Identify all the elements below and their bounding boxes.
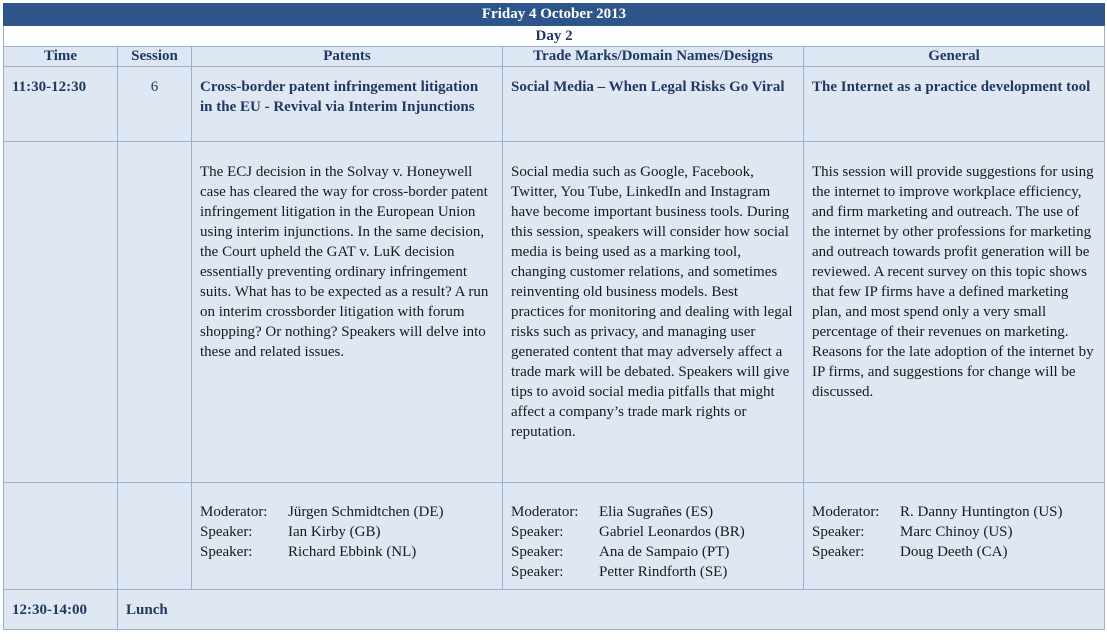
speaker-line: [812, 542, 1096, 562]
speaker-role: Speaker:: [812, 544, 865, 560]
patents-session-title: Cross-border patent infringement litigation in the EU - Revival via Interim Injunctions: [192, 67, 503, 142]
session-title-row: [4, 67, 1105, 142]
col-header-general: General: [804, 47, 1105, 67]
speaker-role: Speaker:: [511, 524, 564, 540]
day-label: Day 2: [4, 26, 1105, 47]
empty-session-cell: [118, 142, 192, 483]
lunch-row: [4, 590, 1105, 630]
speaker-name: Jürgen Schmidtchen (DE): [288, 504, 444, 520]
speaker-name: Petter Rindforth (SE): [599, 564, 728, 580]
col-header-time: Time: [4, 47, 118, 67]
general-speakers: [804, 483, 1105, 590]
programme-table: [3, 3, 1105, 630]
speaker-name: Ana de Sampaio (PT): [599, 544, 730, 560]
trademarks-description: Social media such as Google, Facebook, Twitter, You Tube, LinkedIn and Instagram have become important business tools. During this session, speakers will consider how social media is being used as a marking tool, changing customer relations, and sometimes reinventing old business models. Best practices for monitoring and dealing with legal risks such as privacy, and managing user generated content that may adversely affect a trade mark will be debated. Speakers will give tips to avoid social media pitfalls that might affect a company’s trade mark rights or reputation.: [503, 142, 804, 483]
date-banner: Friday 4 October 2013: [4, 4, 1105, 26]
speaker-line: [511, 522, 795, 542]
general-session-title: The Internet as a practice development tool: [804, 67, 1105, 142]
speaker-line: [200, 522, 494, 542]
speaker-line: [511, 542, 795, 562]
speaker-name: Ian Kirby (GB): [288, 524, 381, 540]
speaker-role: Moderator:: [812, 504, 880, 520]
speaker-name: Elia Sugrañes (ES): [599, 504, 714, 520]
col-header-session: Session: [118, 47, 192, 67]
speaker-name: Marc Chinoy (US): [900, 524, 1013, 540]
trademarks-speakers: [503, 483, 804, 590]
patents-speakers: [192, 483, 503, 590]
speaker-name: Gabriel Leonardos (BR): [599, 524, 745, 540]
empty-session-cell: [118, 483, 192, 590]
speaker-role: Moderator:: [511, 504, 579, 520]
speaker-line: [511, 502, 795, 522]
speaker-name: Richard Ebbink (NL): [288, 544, 417, 560]
empty-time-cell: [4, 483, 118, 590]
speaker-role: Speaker:: [812, 524, 865, 540]
speaker-line: [200, 542, 494, 562]
speaker-name: Doug Deeth (CA): [900, 544, 1008, 560]
speaker-line: [812, 502, 1096, 522]
speakers-row: [4, 483, 1105, 590]
trademarks-session-title: Social Media – When Legal Risks Go Viral: [503, 67, 804, 142]
speaker-role: Speaker:: [200, 544, 253, 560]
lunch-label: Lunch: [118, 590, 1105, 630]
col-header-trademarks: Trade Marks/Domain Names/Designs: [503, 47, 804, 67]
speaker-role: Speaker:: [511, 564, 564, 580]
speaker-role: Speaker:: [511, 544, 564, 560]
speaker-line: [812, 522, 1096, 542]
col-header-patents: Patents: [192, 47, 503, 67]
speaker-name: R. Danny Huntington (US): [900, 504, 1063, 520]
programme-table-container: [3, 3, 1104, 641]
speaker-line: [511, 562, 795, 582]
patents-description: The ECJ decision in the Solvay v. Honeywell case has cleared the way for cross-border patent infringement litigation in the European Union using interim injunctions. In the same decision, the Court upheld the GAT v. LuK decision essentially preventing ordinary infringement suits. What has to be expected as a result? A run on interim crossborder litigation with forum shopping? Or nothing? Speakers will delve into these and related issues.: [192, 142, 503, 483]
session-description-row: [4, 142, 1105, 483]
speaker-line: [200, 502, 494, 522]
speaker-role: Moderator:: [200, 504, 268, 520]
session-time: 11:30-12:30: [4, 67, 118, 142]
general-description: This session will provide suggestions for using the internet to improve workplace efficiency, and firm marketing and outreach. The use of the internet by other professions for marketing and outreach towards profit generation will be reviewed. A recent survey on this topic shows that few IP firms have a defined marketing plan, and most spend only a very small percentage of their revenues on marketing. Reasons for the late adoption of the internet by IP firms, and suggestions for change will be discussed.: [804, 142, 1105, 483]
lunch-time: 12:30-14:00: [4, 590, 118, 630]
speaker-role: Speaker:: [200, 524, 253, 540]
session-number: 6: [118, 67, 192, 142]
empty-time-cell: [4, 142, 118, 483]
